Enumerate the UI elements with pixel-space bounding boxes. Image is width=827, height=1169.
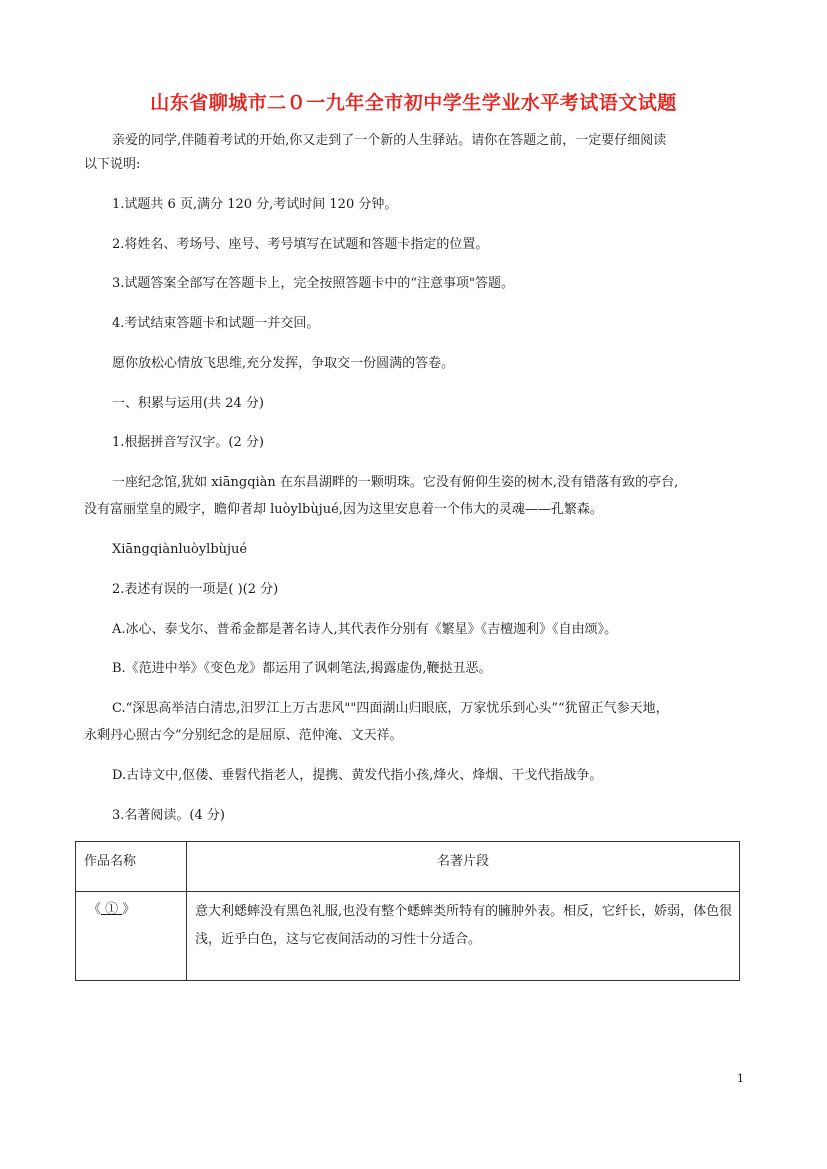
book-title-close: 》: [122, 902, 136, 917]
question-2-option-a: A.冰心、泰戈尔、普希金都是著名诗人,其代表作分别有《繁星》《吉檀迦利》《自由颂》。: [112, 622, 618, 637]
book-title-open: 《: [88, 902, 102, 917]
question-2-option-c-line-1: C.“深思高举洁白清忠,汨罗江上万古悲风""四面湖山归眼底，万家忧乐到心头”“犹留正气参天地，: [112, 701, 669, 716]
table-header-excerpt: 名著片段: [187, 842, 740, 892]
table-cell-excerpt: 意大利蟋蟀没有黑色礼服,也没有整个蟋蟀类所特有的臃肿外表。相反，它纤长，娇弱，体色很浅，近乎白色，这与它夜间活动的习性十分适合。: [187, 892, 740, 981]
intro-line-1: 亲爱的同学,伴随着考试的开始,你又走到了一个新的人生驿站。请你在答题之前，一定要仔细阅读: [112, 133, 667, 148]
answer-blank-1: ①: [101, 902, 123, 917]
table-header-row: [76, 842, 740, 892]
question-2-option-c-line-2: 永剩丹心照古今”分别纪念的是屈原、范仲淹、文天祥。: [84, 728, 403, 743]
question-2-title: 2.表述有误的一项是( )(2 分): [112, 582, 279, 597]
question-2-option-d: D.古诗文中,伛偻、垂髫代指老人，提携、黄发代指小孩,烽火、烽烟、干戈代指战争。: [112, 768, 603, 783]
table-cell-work-title: [76, 892, 187, 981]
rule-3: 3.试题答案全部写在答题卡上，完全按照答题卡中的“注意事项"答题。: [112, 276, 515, 291]
section-heading: 一、积累与运用(共 24 分): [112, 396, 264, 411]
rule-1: 1.试题共 6 页,满分 120 分,考试时间 120 分钟。: [112, 197, 398, 212]
rule-2: 2.将姓名、考场号、座号、考号填写在试题和答题卡指定的位置。: [112, 237, 489, 252]
page-title: 山东省聊城市二０一九年全市初中学生学业水平考试语文试题: [150, 92, 677, 114]
page-number: 1: [737, 1072, 744, 1085]
wish-text: 愿你放松心情放飞思维,充分发挥，争取交一份圆满的答卷。: [112, 356, 455, 371]
intro-line-2: 以下说明:: [84, 157, 141, 172]
question-1-passage-line-1: 一座纪念馆,犹如 xiāngqiàn 在东昌湖畔的一颗明珠。它没有俯仰生姿的树木,没有错落有致的亭台,: [112, 475, 679, 490]
question-1-passage-line-2: 没有富丽堂皇的殿字，瞻仰者却 luòylbùjué,因为这里安息着一个伟大的灵魂——孔繁森。: [84, 502, 603, 517]
rule-4: 4.考试结束答题卡和试题一并交回。: [112, 316, 320, 331]
question-2-option-b: B.《范进中举》《变色龙》都运用了讽刺笔法,揭露虚伪,鞭挞丑恶。: [112, 661, 492, 676]
question-3-title: 3.名著阅读。(4 分): [112, 808, 225, 823]
question-1-title: 1.根据拼音写汉字。(2 分): [112, 435, 264, 450]
question-1-pinyin-line: Xiāngqiànluòylbùjué: [112, 542, 248, 557]
table-row: [76, 892, 740, 981]
masterpiece-table: [75, 841, 740, 981]
table-header-work-name: 作品名称: [76, 842, 187, 892]
